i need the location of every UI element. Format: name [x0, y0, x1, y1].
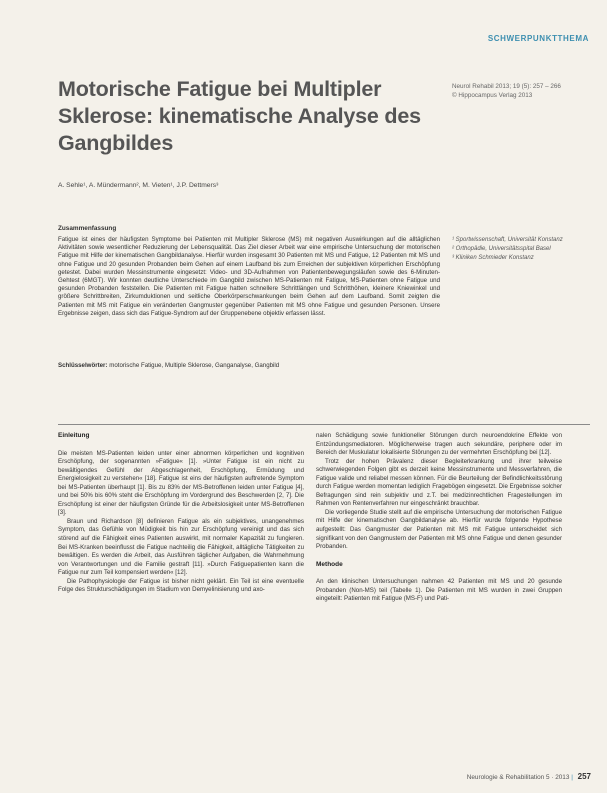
affiliation-3: ³ Kliniken Schmieder Konstanz: [452, 254, 534, 261]
copyright-line: © Hippocampus Verlag 2013: [452, 92, 533, 99]
affiliation-2: ² Orthopädie, Universitätsspital Basel: [452, 245, 551, 252]
journal-citation: [452, 82, 602, 100]
body-paragraph: Die meisten MS-Patienten leiden unter einer abnormen körperlichen und kognitiven Erschöpfung, der sogenannten »Fatigue« [1]. »Unter Fatigue ist ein nicht zu bewältigendes Gefühl der Abgeschlagenheit, Erschöpfung, Ermüdung und Energielosigkeit zu verstehen« [18]. Fatigue ist eins der häufigsten auftretende Symptom bei MS-Patienten überhaupt [1]. Bis zu 83% der MS-Betroffenen leiden unter Fatigue [4], und bei 50% bis 60% steht die Erschöpfung im Vordergrund des Beschwerden [2, 7]. Die Erschöpfung ist einer der häufigsten Gründe für die Arbeitslosigkeit unter MS-Betroffenen [3].: [58, 449, 304, 517]
abstract-heading: Zusammenfassung: [58, 225, 117, 232]
affiliation-1: ¹ Sportwissenschaft, Universität Konstanz: [452, 237, 563, 243]
section-tag: SCHWERPUNKTTHEMA: [487, 34, 589, 43]
section-divider: [58, 424, 590, 425]
abstract-text: Fatigue ist eines der häufigsten Symptome bei Patienten mit Multipler Sklerose (MS) mit negativen Auswirkungen auf die alltäglichen Aktivitäten sowie wesentlicher Reduzierung der Lebensqualität. Das Ziel dieser Arbeit war eine empirische Untersuchung der motorischen Fatigue mit Hilfe der kinematischen Gangbildanalyse. Hierfür wurden insgesamt 30 Patienten mit MS und Fatigue, 12 Patienten mit MS und ohne Fatigue und 20 gesunden Probanden beim Gehen auf einem Laufband bis zum Erreichen der subjektiven körperlichen Erschöpfung getestet. Dabei wurden Messinstrumente eingesetzt: Video- und 3D-Aufnahmen von Patientenbewegungsläufen sowie des 6-Minuten-Gehtest (6MGT). Wir konnten deutliche Unterschiede im Gangbild zwischen MS-Patienten mit Fatigue, MS-Patienten ohne Fatigue und gesunden Probanden feststellen. Die Patienten mit Fatigue hatten schnellere Schrittlängen und Schritthöhen, kleinere Kniewinkel und größere Schrittbreiten, Zirkumduktionen und seitliche Oberkörperschwankungen beim Gehen auf dem Laufband. Somit zeigten die Patienten mit MS mit Fatigue ein veränderten Gangmuster gegenüber Patienten mit MS ohne Fatigue und gesunden Personen. Unsere Ergebnisse zeigen, dass sich das Fatigue-Syndrom auf der Gruppenebene objektiv erfassen lässt.: [58, 236, 440, 317]
body-paragraph: nalen Schädigung sowie funktioneller Störungen durch neuroendokrine Effekte von Entzündungsmediatoren. Möglicherweise tragen auch sekundäre, periphere oder im Bereich der Muskulatur lokalisierte Störungen zu der vermehrten Erschöpfung bei [12].: [316, 432, 562, 457]
body-paragraph: Trotz der hohen Prävalenz dieser Begleiterkrankung und ihrer teilweise schwerwiegenden Folgen gibt es derzeit keine Messinstrumente und Messverfahren, die Fatigue valide und reliabel messen können. Für die Beurteilung der Befindlichkeitsstörung durch Fatigue werden momentan lediglich Fragebögen eingesetzt. Die Ergebnisse solcher Befragungen sind rein subjektiv und z.T. bei medizinrechtlichen Fragestellungen im Rahmen von Rentenverfahren nur eingeschränkt brauchbar.: [316, 457, 562, 508]
body-paragraph: Die Pathophysiologie der Fatigue ist bisher nicht geklärt. Ein Teil ist eine eventuelle Folge des Strukturschädigungen im Stadium von Demyelinisierung und axo-: [58, 577, 304, 594]
keywords-text: motorische Fatigue, Multiple Sklerose, Ganganalyse, Gangbild: [109, 362, 280, 369]
body-paragraph: Braun und Richardson [8] definieren Fatigue als ein subjektives, unangenehmes Symptom, das Gefühle von Müdigkeit bis hin zur Erschöpfung vereinigt und das sich störend auf die Fähigkeit eines Patienten auswirkt, mit normaler Kapazität zu fungieren. Bei MS-Kranken beeinflusst die Fatigue nachteilig die Fähigkeit, alltägliche Tätigkeiten zu bewältigen. Es werden die Arbeit, das Ausführen täglicher Aufgaben, die Wahrnehmung von Verantwortungen und die Familie gestraft [11]. »Durch Fatiguepatienten kann die Fatigue nur zum Teil kompensiert werden« [12].: [58, 517, 304, 577]
footer-separator: |: [571, 774, 573, 781]
author-list: A. Sehle¹, A. Mündermann², M. Vieten¹, J.P. Dettmers³: [58, 182, 219, 189]
keywords-label: Schlüsselwörter:: [58, 362, 108, 369]
footer-journal: Neurologie & Rehabilitation 5 · 2013: [466, 774, 570, 781]
affiliations: [452, 236, 602, 263]
keywords: [58, 362, 440, 370]
article-title: Motorische Fatigue bei Multipler Sklerose: kinematische Analyse des Gangbildes: [58, 77, 421, 155]
body-paragraph: Die vorliegende Studie stellt auf die empirische Untersuchung der motorischen Fatigue mit Hilfe der kinematischen Gangbildanalyse ab. Hierfür wurde folgende Hypothese aufgestellt: Das Gangmuster der Patienten mit MS mit Fatigue unterscheidet sich signifikant von den Gangmustern der Patienten mit MS ohne Fatigue und denen gesunder Probanden.: [316, 508, 562, 551]
journal-reference: Neurol Rehabil 2013; 19 (5): 257 – 266: [452, 83, 561, 90]
page-number: 257: [577, 772, 591, 781]
method-paragraph: An den klinischen Untersuchungen nahmen 42 Patienten mit MS und 20 gesunde Probanden (Non-MS) teil (Tabelle 1). Die Patienten mit MS wurden in zwei Gruppen eingeteilt: Patienten mit Fatigue (MS-F) und Pati-: [316, 578, 562, 603]
body-column-left: [58, 432, 304, 595]
intro-heading: Einleitung: [58, 432, 90, 439]
body-column-right: [316, 432, 562, 604]
method-heading: Methode: [316, 560, 343, 568]
page-footer: [467, 772, 591, 781]
